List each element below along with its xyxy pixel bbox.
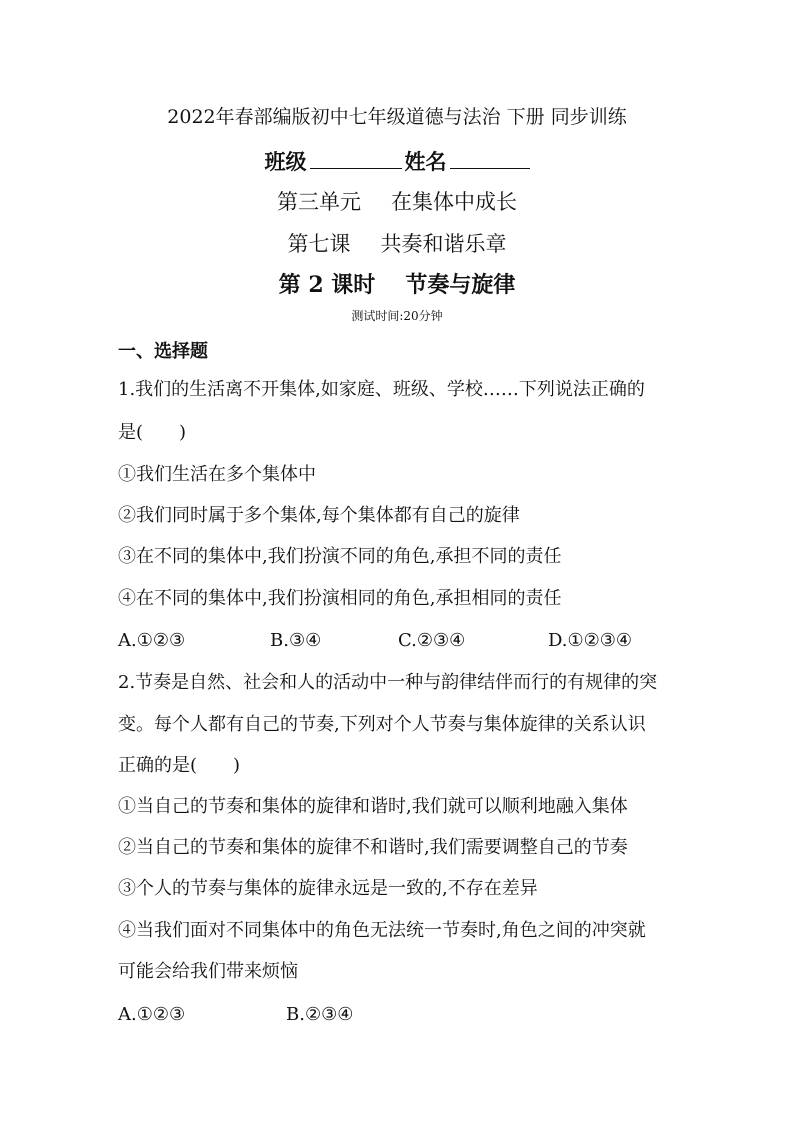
unit-number: 第三单元 bbox=[277, 190, 361, 214]
name-label: 姓名 bbox=[404, 149, 447, 174]
q1-item-1: ①我们生活在多个集体中 bbox=[118, 464, 316, 485]
q2-item-4-continued: 可能会给我们带来烦恼 bbox=[118, 961, 298, 982]
class-name-line bbox=[0, 146, 794, 177]
q2-stem-line-2: 变。每个人都有自己的节奏,下列对个人节奏与集体旋律的关系认识 bbox=[118, 714, 646, 735]
q2-item-4: ④当我们面对不同集体中的角色无法统一节奏时,角色之间的冲突就 bbox=[118, 920, 646, 941]
q2-stem-line-1: 2.节奏是自然、社会和人的活动中一种与韵律结伴而行的有规律的突 bbox=[118, 672, 658, 693]
unit-name: 在集体中成长 bbox=[391, 190, 517, 214]
lesson-heading bbox=[0, 229, 794, 259]
q1-item-3: ③在不同的集体中,我们扮演不同的角色,承担不同的责任 bbox=[118, 546, 562, 567]
q1-item-2: ②我们同时属于多个集体,每个集体都有自己的旋律 bbox=[118, 505, 520, 526]
q2-item-1: ①当自己的节奏和集体的旋律和谐时,我们就可以顺利地融入集体 bbox=[118, 796, 628, 817]
q1-option-b: B.③④ bbox=[270, 630, 322, 651]
q1-stem-line-2: 是( ) bbox=[118, 422, 187, 443]
q1-item-4: ④在不同的集体中,我们扮演相同的角色,承担相同的责任 bbox=[118, 588, 562, 609]
lesson-name: 共奏和谐乐章 bbox=[380, 232, 507, 256]
q2-item-2: ②当自己的节奏和集体的旋律不和谐时,我们需要调整自己的节奏 bbox=[118, 837, 628, 858]
period-name: 节奏与旋律 bbox=[405, 272, 516, 298]
name-blank[interactable] bbox=[450, 146, 530, 169]
period-number: 第 2 课时 bbox=[278, 272, 376, 298]
q1-stem-line-1: 1.我们的生活离不开集体,如家庭、班级、学校……下列说法正确的 bbox=[118, 379, 645, 400]
class-blank[interactable] bbox=[310, 146, 402, 169]
unit-heading bbox=[0, 187, 794, 217]
period-heading bbox=[0, 269, 794, 301]
lesson-number: 第七课 bbox=[287, 232, 351, 256]
test-time: 测试时间:20分钟 bbox=[351, 309, 443, 323]
q2-stem-line-3: 正确的是( ) bbox=[118, 755, 241, 776]
class-label: 班级 bbox=[264, 149, 307, 174]
q1-option-d: D.①②③④ bbox=[548, 630, 633, 651]
q1-option-c: C.②③④ bbox=[398, 630, 466, 651]
q2-option-a: A.①②③ bbox=[118, 1004, 186, 1025]
q2-option-b: B.②③④ bbox=[286, 1004, 354, 1025]
q2-item-3: ③个人的节奏与集体的旋律永远是一致的,不存在差异 bbox=[118, 878, 538, 899]
section-title: 一、选择题 bbox=[118, 341, 208, 362]
q1-option-a: A.①②③ bbox=[118, 630, 186, 651]
document-title: 2022年春部编版初中七年级道德与法治 下册 同步训练 bbox=[167, 106, 627, 128]
